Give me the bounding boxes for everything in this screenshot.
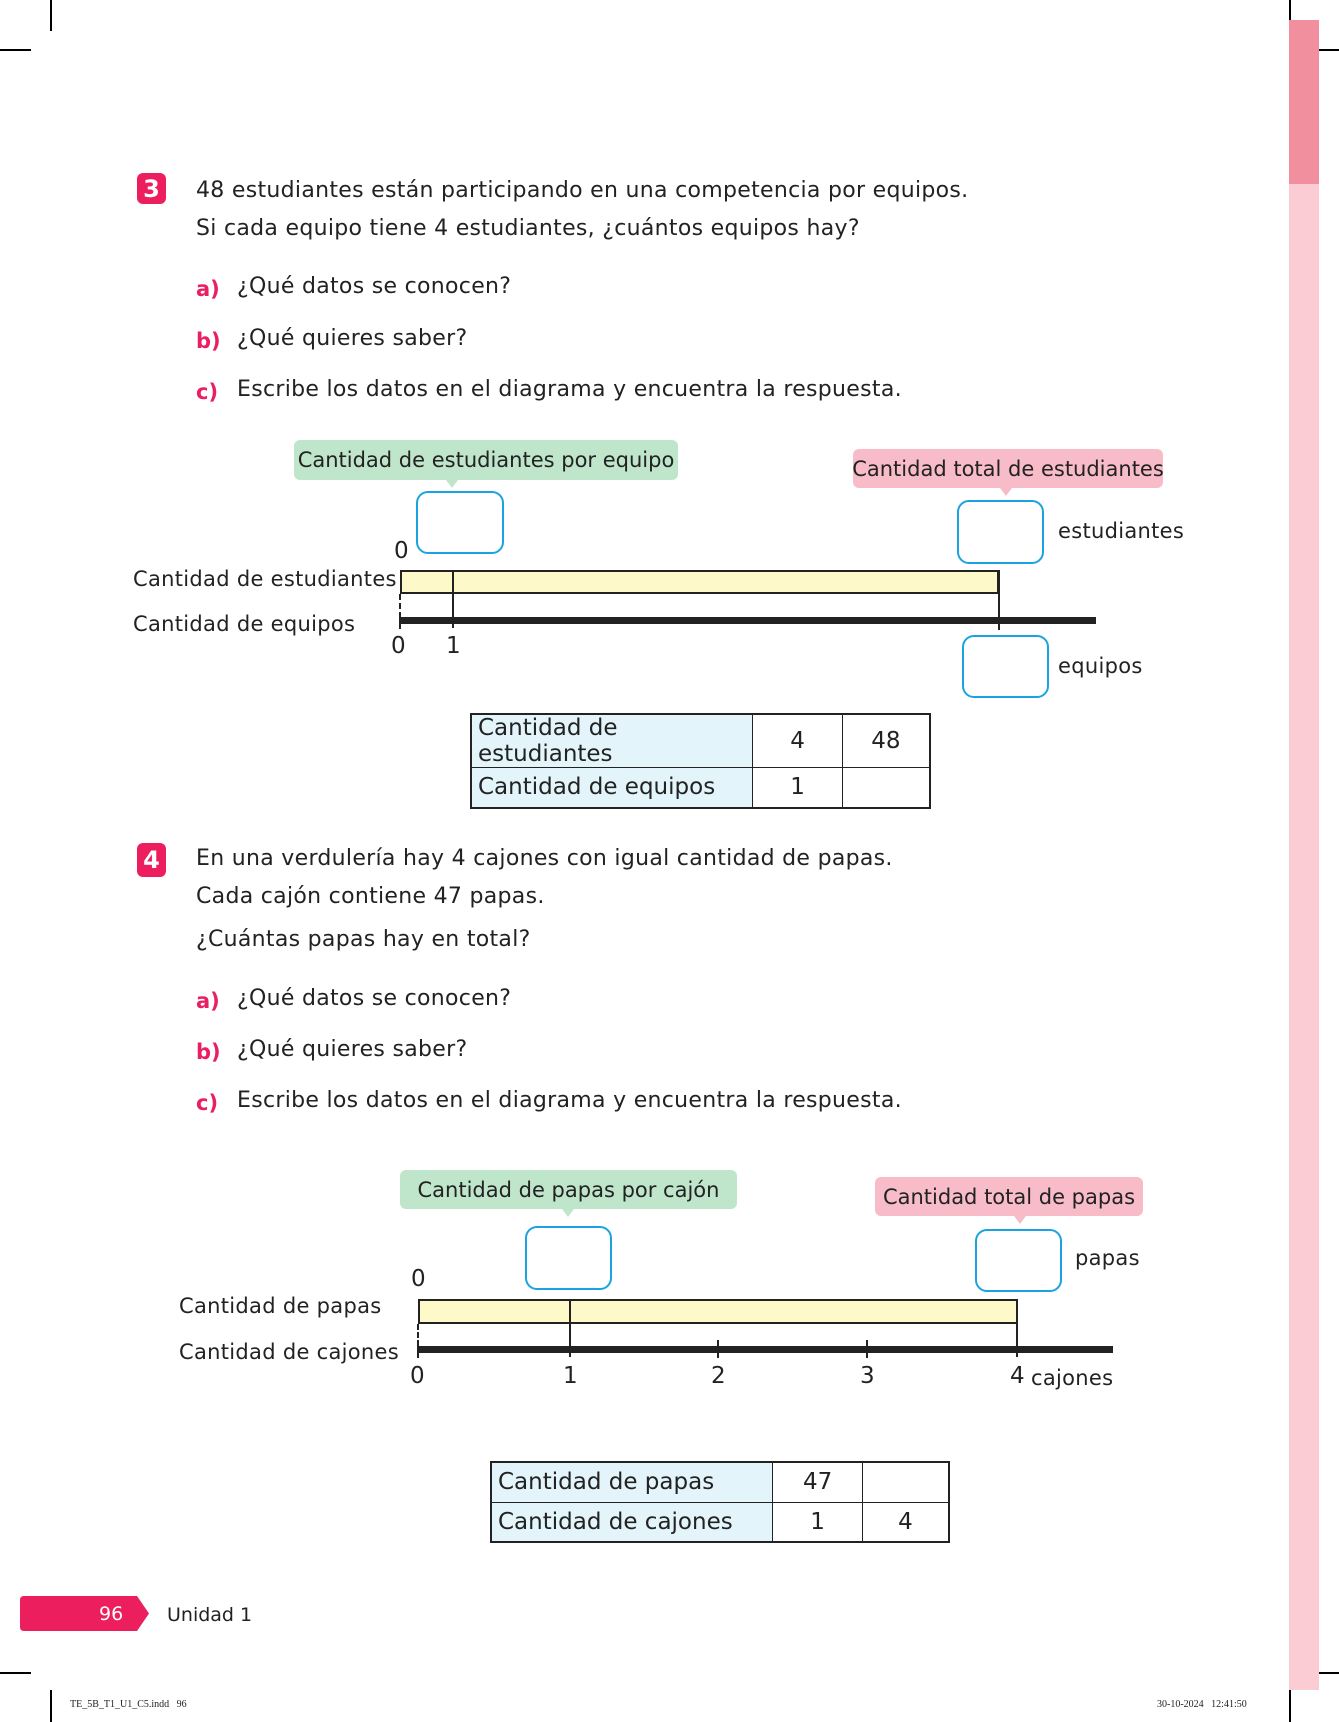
axis-unit-label: cajones (1031, 1366, 1114, 1390)
question-label: b) (196, 1040, 221, 1064)
table-row (491, 1502, 949, 1542)
answer-box-potatoes-per-crate[interactable] (525, 1226, 612, 1290)
crates-number-line (418, 1346, 1113, 1353)
answer-box-total-students[interactable] (957, 500, 1044, 564)
unit-label: Unidad 1 (167, 1604, 253, 1626)
page-number-tab (20, 1596, 149, 1631)
question-label: c) (196, 380, 219, 404)
table-cell: 47 (773, 1462, 863, 1502)
problem-number-badge: 3 (137, 173, 166, 204)
label-per-crate-text: Cantidad de papas por cajón (417, 1177, 720, 1202)
problem-statement-line: Cada cajón contiene 47 papas. (196, 884, 545, 909)
axis-tick-label: 0 (391, 633, 406, 659)
students-tape-bar (400, 570, 999, 594)
data-table-potatoes (490, 1461, 950, 1543)
side-stripe-light (1289, 184, 1319, 1690)
problem-statement-line: 48 estudiantes están participando en una competencia por equipos. (196, 178, 969, 203)
label-per-team-text: Cantidad de estudiantes por equipo (297, 448, 675, 472)
question-text: ¿Qué quieres saber? (237, 326, 468, 351)
label-total-potatoes (875, 1177, 1143, 1216)
answer-box-teams[interactable] (962, 635, 1049, 698)
row-label-potatoes: Cantidad de papas (179, 1294, 382, 1318)
answer-box-students-per-team[interactable] (416, 491, 504, 554)
top-zero-label: 0 (411, 1266, 426, 1292)
table-row-header: Cantidad de equipos (471, 768, 753, 808)
table-cell-blank[interactable] (842, 768, 930, 808)
question-text: Escribe los datos en el diagrama y encuentra la respuesta. (237, 1088, 902, 1113)
problem-statement-line: ¿Cuántas papas hay en total? (196, 927, 531, 952)
axis-tick-label: 1 (446, 633, 461, 659)
potatoes-tape-bar (418, 1299, 1018, 1324)
file-slug: TE_5B_T1_U1_C5.indd 96 (70, 1699, 187, 1710)
axis-tick (866, 1340, 868, 1358)
axis-tick-label: 3 (860, 1363, 875, 1389)
unit-students: estudiantes (1058, 519, 1185, 543)
data-table-students (470, 713, 931, 809)
table-cell-blank[interactable] (862, 1462, 949, 1502)
axis-tick (417, 1346, 419, 1358)
label-total-students (853, 449, 1163, 488)
axis-tick-label: 1 (563, 1363, 578, 1389)
answer-box-total-potatoes[interactable] (975, 1229, 1062, 1292)
table-row-header: Cantidad de estudiantes (471, 714, 753, 768)
row-label-teams: Cantidad de equipos (133, 612, 356, 636)
print-timestamp: 30-10-2024 12:41:50 (1157, 1699, 1247, 1710)
crop-mark (1289, 1690, 1291, 1722)
axis-tick-label: 2 (711, 1363, 726, 1389)
problem-statement-line: Si cada equipo tiene 4 estudiantes, ¿cuántos equipos hay? (196, 216, 860, 241)
top-zero-label: 0 (394, 538, 409, 564)
question-label: c) (196, 1091, 219, 1115)
axis-tick-label: 0 (410, 1363, 425, 1389)
page-tab-shape (20, 1596, 149, 1631)
question-text: ¿Qué quieres saber? (237, 1037, 468, 1062)
row-label-crates: Cantidad de cajones (179, 1340, 400, 1364)
question-text: ¿Qué datos se conocen? (237, 986, 512, 1011)
table-row (491, 1462, 949, 1502)
table-row (471, 714, 930, 768)
problem-statement-line: En una verdulería hay 4 cajones con igual cantidad de papas. (196, 846, 893, 871)
page-number: 96 (99, 1603, 124, 1625)
crop-mark (0, 1672, 31, 1674)
table-row (471, 768, 930, 808)
question-label: a) (196, 277, 220, 301)
crop-mark (50, 0, 52, 31)
axis-tick (717, 1340, 719, 1358)
table-cell[interactable]: 48 (842, 714, 930, 768)
question-text: ¿Qué datos se conocen? (237, 274, 512, 299)
table-cell: 4 (753, 714, 842, 768)
question-label: b) (196, 329, 221, 353)
label-total-students-text: Cantidad total de estudiantes (852, 456, 1164, 481)
table-cell: 1 (753, 768, 842, 808)
label-total-potatoes-text: Cantidad total de papas (882, 1184, 1136, 1209)
unit-potatoes: papas (1075, 1246, 1140, 1270)
label-per-crate (400, 1170, 737, 1209)
question-label: a) (196, 989, 220, 1013)
label-per-team (294, 440, 678, 480)
zero-dashed-line (399, 594, 401, 618)
crop-mark (0, 49, 31, 51)
table-row-header: Cantidad de cajones (491, 1502, 773, 1542)
row-label-students: Cantidad de estudiantes (133, 567, 397, 591)
table-cell: 4 (862, 1502, 949, 1542)
crop-mark (50, 1690, 52, 1722)
table-cell: 1 (773, 1502, 863, 1542)
table-row-header: Cantidad de papas (491, 1462, 773, 1502)
teams-number-line (400, 617, 1096, 624)
axis-tick-label: 4 (1010, 1363, 1025, 1389)
question-text: Escribe los datos en el diagrama y encuentra la respuesta. (237, 377, 902, 402)
side-stripe-dark (1289, 20, 1319, 184)
zero-dashed-line (417, 1324, 419, 1346)
problem-number-badge: 4 (137, 843, 166, 877)
axis-tick (399, 617, 401, 629)
unit-teams: equipos (1058, 654, 1143, 678)
